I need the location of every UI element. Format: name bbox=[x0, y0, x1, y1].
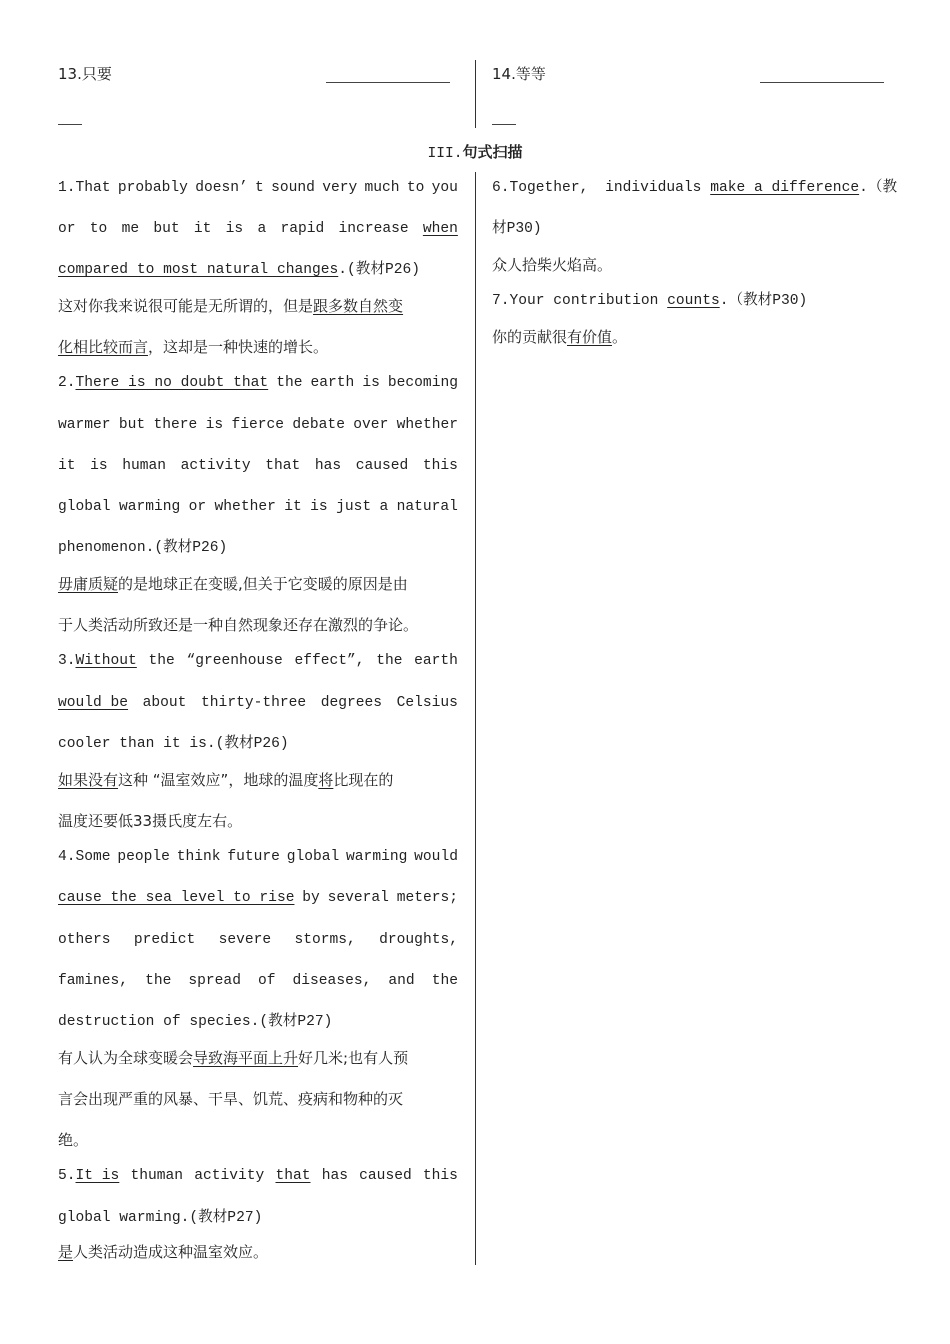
underlined-phrase: 跟多数自然变 bbox=[313, 297, 404, 315]
s3-line-2 bbox=[58, 692, 458, 714]
word: whether bbox=[396, 417, 458, 433]
underlined-phrase: compared to most natural changes bbox=[58, 262, 339, 278]
item-13-blank bbox=[326, 68, 450, 83]
word: meters; bbox=[396, 890, 458, 906]
word: warming bbox=[346, 849, 408, 865]
word: over bbox=[353, 417, 389, 433]
word: the bbox=[431, 973, 458, 989]
word: natural bbox=[396, 499, 458, 515]
s5-zh bbox=[58, 1241, 268, 1263]
word: effect”, bbox=[294, 653, 365, 669]
s4-line-4 bbox=[58, 970, 458, 992]
word: spread bbox=[188, 973, 241, 989]
column-divider bbox=[475, 172, 476, 1265]
word bbox=[58, 372, 268, 394]
word: is bbox=[205, 417, 224, 433]
word: earth bbox=[310, 375, 355, 391]
s3-line-3: cooler than it is.(教材P26) bbox=[58, 736, 289, 752]
s5-line-2: global warming.(教材P27) bbox=[58, 1210, 263, 1226]
word: droughts, bbox=[379, 932, 458, 948]
word bbox=[58, 650, 137, 672]
underlined-phrase: 化相比较而言 bbox=[58, 338, 149, 356]
word: is bbox=[362, 375, 380, 391]
word: just bbox=[336, 499, 372, 515]
underlined-phrase: make a difference bbox=[710, 180, 860, 196]
s4-line-2 bbox=[58, 887, 458, 909]
word: it bbox=[58, 458, 76, 474]
word: is bbox=[90, 458, 108, 474]
zh-text: 这对你我来说很可能是无所谓的，但是 bbox=[58, 297, 314, 315]
s4-line-1 bbox=[58, 846, 458, 868]
s1-line-1 bbox=[58, 177, 458, 199]
s7-zh bbox=[492, 326, 627, 348]
section-heading bbox=[0, 141, 950, 165]
item-number: 2. bbox=[58, 375, 76, 391]
word: increase bbox=[338, 221, 409, 237]
item-13-label: 13.只要 bbox=[58, 65, 112, 83]
s4-zh-3: 绝。 bbox=[58, 1131, 89, 1149]
word: but bbox=[153, 221, 180, 237]
word: the bbox=[145, 973, 172, 989]
word: Celsius bbox=[396, 695, 458, 711]
word: about bbox=[142, 695, 187, 711]
word: by bbox=[302, 890, 320, 906]
word: there bbox=[153, 417, 198, 433]
word: global bbox=[286, 849, 340, 865]
word: several bbox=[327, 890, 389, 906]
s2-line-2 bbox=[58, 414, 458, 436]
word: fierce bbox=[231, 417, 285, 433]
word: to bbox=[406, 180, 425, 196]
word: thirty-three bbox=[201, 695, 307, 711]
s1-zh-1 bbox=[58, 295, 403, 317]
source-ref: .（教材P30) bbox=[719, 293, 808, 309]
underlined-phrase: It is bbox=[75, 1168, 120, 1184]
word: global bbox=[58, 499, 111, 515]
word: earth bbox=[414, 653, 458, 669]
item-14-label: 14.等等 bbox=[492, 65, 546, 83]
s4-line-3 bbox=[58, 929, 458, 951]
word: me bbox=[121, 221, 140, 237]
zh-text: ，这却是一种快速的增长。 bbox=[148, 338, 329, 356]
underlined-phrase: Without bbox=[75, 653, 137, 669]
s2-line-5: phenomenon.(教材P26) bbox=[58, 540, 228, 556]
s3-zh-2: 温度还要低33摄氏度左右。 bbox=[58, 812, 243, 830]
word: whether bbox=[214, 499, 276, 515]
zh-text: 人类活动造成这种温室效应。 bbox=[73, 1243, 269, 1261]
item-14-blank bbox=[760, 68, 884, 83]
zh-text: 好几米;也有人预 bbox=[298, 1049, 409, 1067]
word: has bbox=[314, 458, 342, 474]
word: is bbox=[225, 221, 244, 237]
en-text: 7.Your contribution bbox=[492, 293, 659, 309]
word: has bbox=[321, 1168, 348, 1184]
s4-line-5: destruction of species.(教材P27) bbox=[58, 1014, 333, 1030]
underlined-phrase: 将 bbox=[318, 771, 334, 789]
word: doesn’ bbox=[195, 180, 248, 196]
word: that bbox=[265, 458, 301, 474]
underlined-phrase: 如果没有 bbox=[58, 771, 119, 789]
underlined-phrase: There is no doubt that bbox=[75, 375, 269, 391]
word: and bbox=[388, 973, 415, 989]
s3-line-1 bbox=[58, 650, 458, 672]
word: very bbox=[322, 180, 358, 196]
underlined-phrase: 有价值 bbox=[567, 328, 613, 346]
s2-zh-2: 于人类活动所致还是一种自然现象还存在激烈的争论。 bbox=[58, 616, 419, 634]
word: storms, bbox=[294, 932, 356, 948]
word: severe bbox=[218, 932, 272, 948]
s1-zh-2 bbox=[58, 336, 328, 358]
source-ref: .(教材P26) bbox=[338, 262, 420, 278]
word: others bbox=[58, 932, 111, 948]
s6-line-1 bbox=[492, 177, 897, 199]
word: activity bbox=[180, 458, 251, 474]
underlined-phrase: when bbox=[422, 221, 458, 237]
underlined-phrase: cause the sea level to rise bbox=[58, 890, 295, 906]
item-14-blank-cont bbox=[492, 110, 516, 125]
s1-line-2 bbox=[58, 218, 458, 240]
word: think bbox=[176, 849, 221, 865]
word: degrees bbox=[320, 695, 383, 711]
word: to bbox=[89, 221, 108, 237]
word: it bbox=[284, 499, 302, 515]
zh-text: 你的贡献很 bbox=[492, 328, 568, 346]
word: this bbox=[422, 1168, 458, 1184]
zh-text: 。 bbox=[612, 328, 628, 346]
word: is bbox=[310, 499, 328, 515]
word: would bbox=[414, 849, 458, 865]
word: or bbox=[188, 499, 207, 515]
word: predict bbox=[133, 932, 196, 948]
s2-line-1 bbox=[58, 372, 458, 394]
word: a bbox=[379, 499, 389, 515]
zh-text: 的是地球正在变暖,但关于它变暖的原因是由 bbox=[118, 575, 408, 593]
s2-zh-1 bbox=[58, 573, 408, 595]
s7-line-1 bbox=[492, 290, 807, 312]
source-ref: .（教 bbox=[859, 180, 898, 196]
word: probably bbox=[117, 180, 188, 196]
zh-text: 这种 “温室效应”，地球的温度 bbox=[118, 771, 319, 789]
word: people bbox=[117, 849, 170, 865]
word: the bbox=[276, 375, 303, 391]
word: famines, bbox=[58, 973, 129, 989]
underlined-phrase: that bbox=[275, 1168, 311, 1184]
underlined-phrase: 是 bbox=[58, 1243, 74, 1261]
word: warmer bbox=[58, 417, 111, 433]
zh-text: 比现在的 bbox=[333, 771, 394, 789]
word: caused bbox=[359, 1168, 412, 1184]
underlined-phrase: 导致海平面上升 bbox=[193, 1049, 299, 1067]
item-number: 3. bbox=[58, 653, 76, 669]
word: becoming bbox=[387, 375, 458, 391]
word: thuman bbox=[130, 1168, 184, 1184]
column-divider-top bbox=[475, 60, 476, 128]
word: of bbox=[257, 973, 276, 989]
word: diseases, bbox=[292, 973, 372, 989]
underlined-phrase: would be bbox=[58, 695, 129, 711]
underlined-phrase: 毋庸质疑 bbox=[58, 575, 119, 593]
word: t bbox=[255, 180, 264, 196]
word: this bbox=[422, 458, 458, 474]
word: much bbox=[364, 180, 400, 196]
word: the bbox=[148, 653, 175, 669]
s5-line-1 bbox=[58, 1165, 458, 1187]
word bbox=[58, 1165, 119, 1187]
section-title: 句式扫描 bbox=[462, 143, 523, 161]
underlined-phrase: counts bbox=[667, 293, 720, 309]
s2-line-4 bbox=[58, 496, 458, 518]
word: sound bbox=[271, 180, 315, 196]
item-number: 5. bbox=[58, 1168, 76, 1184]
word: “greenhouse bbox=[186, 653, 283, 669]
s1-line-3 bbox=[58, 259, 420, 281]
s6-line-2: 材P30) bbox=[492, 221, 542, 237]
word: human bbox=[122, 458, 167, 474]
section-roman: III. bbox=[427, 146, 463, 162]
word: the bbox=[376, 653, 403, 669]
zh-text: 有人认为全球变暖会 bbox=[58, 1049, 194, 1067]
word: 1.That bbox=[58, 180, 111, 196]
word: you bbox=[431, 180, 458, 196]
word: activity bbox=[194, 1168, 265, 1184]
word: future bbox=[227, 849, 280, 865]
word: 4.Some bbox=[58, 849, 111, 865]
word: a bbox=[257, 221, 267, 237]
en-text: 6.Together, individuals bbox=[492, 180, 702, 196]
word: but bbox=[118, 417, 146, 433]
s2-line-3 bbox=[58, 455, 458, 477]
word: warming bbox=[118, 499, 181, 515]
word: debate bbox=[292, 417, 345, 433]
word: or bbox=[58, 221, 76, 237]
word: it bbox=[193, 221, 212, 237]
s6-zh: 众人拾柴火焰高。 bbox=[492, 256, 613, 274]
word: caused bbox=[355, 458, 409, 474]
word: rapid bbox=[280, 221, 325, 237]
s4-zh-1 bbox=[58, 1047, 408, 1069]
s3-zh-1 bbox=[58, 769, 393, 791]
s4-zh-2: 言会出现严重的风暴、干旱、饥荒、疫病和物种的灭 bbox=[58, 1090, 404, 1108]
item-13-blank-cont bbox=[58, 110, 82, 125]
